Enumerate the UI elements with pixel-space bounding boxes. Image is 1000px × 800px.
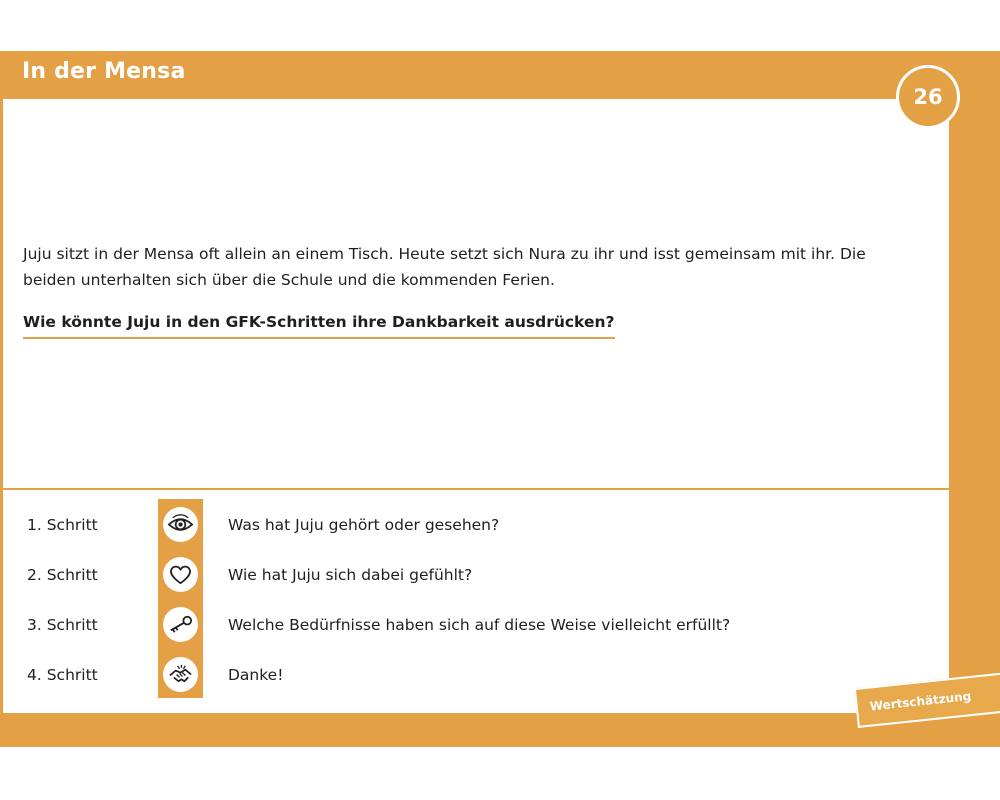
step-label: 1. Schritt <box>27 516 98 534</box>
heart-icon <box>163 557 198 592</box>
key-icon <box>163 607 198 642</box>
scenario-text: Juju sitzt in der Mensa oft allein an einem Tisch. Heute setzt sich Nura zu ihr und isst gemeinsam mit ihr. Die beiden unterhalten sich über die Schule und die kommenden Ferien. <box>23 245 866 289</box>
handshake-icon <box>163 657 198 692</box>
step-text: Danke! <box>228 666 284 684</box>
step-label: 4. Schritt <box>27 666 98 684</box>
card-number-badge: 26 <box>896 65 960 129</box>
step-text: Welche Bedürfnisse haben sich auf diese Weise vielleicht erfüllt? <box>228 616 731 634</box>
step-label: 2. Schritt <box>27 566 98 584</box>
eye-icon <box>163 507 198 542</box>
step-label: 3. Schritt <box>27 616 98 634</box>
step-text: Was hat Juju gehört oder gesehen? <box>228 516 500 534</box>
section-divider <box>3 488 949 490</box>
card-title: In der Mensa <box>22 59 186 84</box>
step-text: Wie hat Juju sich dabei gefühlt? <box>228 566 473 584</box>
question-text: Wie könnte Juju in den GFK-Schritten ihre Dankbarkeit ausdrücken? <box>23 310 615 339</box>
category-tag: Wertschätzung <box>854 673 1000 728</box>
